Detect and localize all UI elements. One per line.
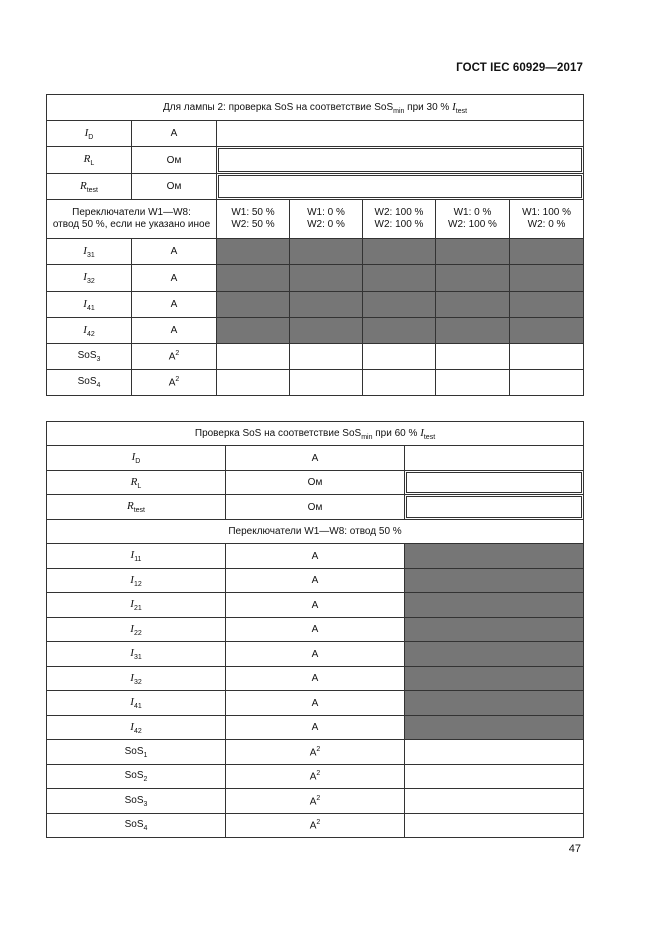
table-row — [47, 121, 584, 147]
param-unit: Ом — [132, 147, 217, 174]
param-unit: А — [226, 716, 405, 740]
shaded-cell — [290, 239, 363, 265]
shaded-cell — [405, 691, 584, 716]
table-title-row — [47, 422, 584, 446]
current-symbol: $I_{41}$ — [47, 691, 226, 716]
value-cell — [363, 370, 436, 396]
table-row — [47, 344, 584, 370]
param-symbol: $R_{test}$ — [47, 495, 226, 520]
sos-label: SoS$_3$ — [47, 344, 132, 370]
page-number: 47 — [568, 843, 581, 855]
shaded-cell — [363, 265, 436, 292]
shaded-cell — [510, 239, 584, 265]
shaded-cell — [405, 618, 584, 642]
switch-column-header: W1: 100 % W2: 0 % — [510, 200, 584, 239]
value-cell — [510, 370, 584, 396]
param-unit: А — [226, 593, 405, 618]
table-row — [47, 318, 584, 344]
switch-header-row — [47, 520, 584, 544]
table-row — [47, 174, 584, 200]
shaded-cell — [405, 716, 584, 740]
param-unit: $А^2$ — [132, 344, 217, 370]
current-symbol: $I_{31}$ — [47, 239, 132, 265]
value-cell — [436, 344, 510, 370]
shaded-cell — [405, 544, 584, 569]
shaded-cell — [436, 239, 510, 265]
param-unit: $А^2$ — [226, 740, 405, 765]
shaded-cell — [510, 318, 584, 344]
value-cell — [217, 174, 584, 200]
value-cell — [405, 471, 584, 495]
sos-label: SoS$_2$ — [47, 765, 226, 789]
table-row — [47, 593, 584, 618]
table-row — [47, 716, 584, 740]
shaded-cell — [217, 265, 290, 292]
param-unit: $А^2$ — [226, 789, 405, 814]
param-unit: Ом — [226, 495, 405, 520]
table-row — [47, 446, 584, 471]
table-title: Проверка SoS на соответствие SoS$_{min}$ при 60 % $I_{test}$ — [47, 422, 584, 446]
shaded-cell — [405, 667, 584, 691]
switch-column-header: W1: 50 % W2: 50 % — [217, 200, 290, 239]
table-row — [47, 814, 584, 838]
table-row — [47, 265, 584, 292]
shaded-cell — [217, 318, 290, 344]
param-symbol: $R_{test}$ — [47, 174, 132, 200]
shaded-cell — [290, 265, 363, 292]
value-cell — [510, 344, 584, 370]
current-symbol: $I_{32}$ — [47, 667, 226, 691]
shaded-cell — [363, 318, 436, 344]
lamp2-sos-table — [46, 94, 584, 396]
sos-label: SoS$_4$ — [47, 370, 132, 396]
switch-column-header: W1: 0 % W2: 100 % — [436, 200, 510, 239]
shaded-cell — [510, 265, 584, 292]
sos-label: SoS$_3$ — [47, 789, 226, 814]
switch-column-header: W1: 0 % W2: 0 % — [290, 200, 363, 239]
current-symbol: $I_{32}$ — [47, 265, 132, 292]
table-row — [47, 740, 584, 765]
table-row — [47, 471, 584, 495]
table-row — [47, 239, 584, 265]
table-row — [47, 569, 584, 593]
value-cell — [405, 446, 584, 471]
shaded-cell — [405, 593, 584, 618]
param-unit: А — [226, 569, 405, 593]
param-unit: А — [226, 446, 405, 471]
current-symbol: $I_{41}$ — [47, 292, 132, 318]
table-title: Для лампы 2: проверка SoS на соответствие SoS$_{min}$ при 30 % $I_{test}$ — [47, 95, 584, 121]
shaded-cell — [217, 292, 290, 318]
current-symbol: $I_{31}$ — [47, 642, 226, 667]
value-cell — [290, 370, 363, 396]
current-symbol: $I_{42}$ — [47, 318, 132, 344]
switch-header-row — [47, 200, 584, 239]
shaded-cell — [405, 569, 584, 593]
value-cell — [405, 789, 584, 814]
shaded-cell — [510, 292, 584, 318]
value-cell — [290, 344, 363, 370]
document-header: ГОСТ IEC 60929—2017 — [456, 62, 583, 74]
table-row — [47, 642, 584, 667]
shaded-cell — [436, 265, 510, 292]
table-row — [47, 147, 584, 174]
shaded-cell — [290, 318, 363, 344]
value-cell — [217, 370, 290, 396]
param-unit: А — [132, 265, 217, 292]
param-unit: $А^2$ — [132, 370, 217, 396]
value-cell — [436, 370, 510, 396]
param-symbol: $I_D$ — [47, 121, 132, 147]
current-symbol: $I_{12}$ — [47, 569, 226, 593]
current-symbol: $I_{42}$ — [47, 716, 226, 740]
shaded-cell — [436, 318, 510, 344]
param-unit: А — [226, 691, 405, 716]
sos-label: SoS$_4$ — [47, 814, 226, 838]
switch-label: Переключатели W1—W8: отвод 50 % — [47, 520, 584, 544]
param-symbol: $R_L$ — [47, 147, 132, 174]
shaded-cell — [290, 292, 363, 318]
param-symbol: $I_D$ — [47, 446, 226, 471]
shaded-cell — [405, 642, 584, 667]
param-unit: $А^2$ — [226, 814, 405, 838]
table-row — [47, 789, 584, 814]
shaded-cell — [436, 292, 510, 318]
value-cell — [363, 344, 436, 370]
table-row — [47, 292, 584, 318]
table-row — [47, 495, 584, 520]
shaded-cell — [363, 292, 436, 318]
switch-column-header: W2: 100 % W2: 100 % — [363, 200, 436, 239]
sos-label: SoS$_1$ — [47, 740, 226, 765]
param-symbol: $R_L$ — [47, 471, 226, 495]
shaded-cell — [363, 239, 436, 265]
table-row — [47, 667, 584, 691]
param-unit: А — [132, 318, 217, 344]
param-unit: Ом — [226, 471, 405, 495]
value-cell — [217, 121, 584, 147]
shaded-cell — [217, 239, 290, 265]
table-row — [47, 544, 584, 569]
param-unit: А — [132, 121, 217, 147]
value-cell — [217, 147, 584, 174]
param-unit: Ом — [132, 174, 217, 200]
param-unit: А — [226, 618, 405, 642]
param-unit: А — [226, 667, 405, 691]
switch-label: Переключатели W1—W8: отвод 50 %, если не указано иное — [47, 200, 217, 239]
value-cell — [405, 814, 584, 838]
current-symbol: $I_{21}$ — [47, 593, 226, 618]
table-row — [47, 691, 584, 716]
param-unit: А — [132, 292, 217, 318]
current-symbol: $I_{11}$ — [47, 544, 226, 569]
table-title-row — [47, 95, 584, 121]
current-symbol: $I_{22}$ — [47, 618, 226, 642]
value-cell — [405, 495, 584, 520]
sos-60-table — [46, 421, 584, 838]
table-row — [47, 370, 584, 396]
table-row — [47, 765, 584, 789]
value-cell — [217, 344, 290, 370]
param-unit: А — [132, 239, 217, 265]
value-cell — [405, 740, 584, 765]
param-unit: А — [226, 544, 405, 569]
table-row — [47, 618, 584, 642]
param-unit: $А^2$ — [226, 765, 405, 789]
param-unit: А — [226, 642, 405, 667]
value-cell — [405, 765, 584, 789]
